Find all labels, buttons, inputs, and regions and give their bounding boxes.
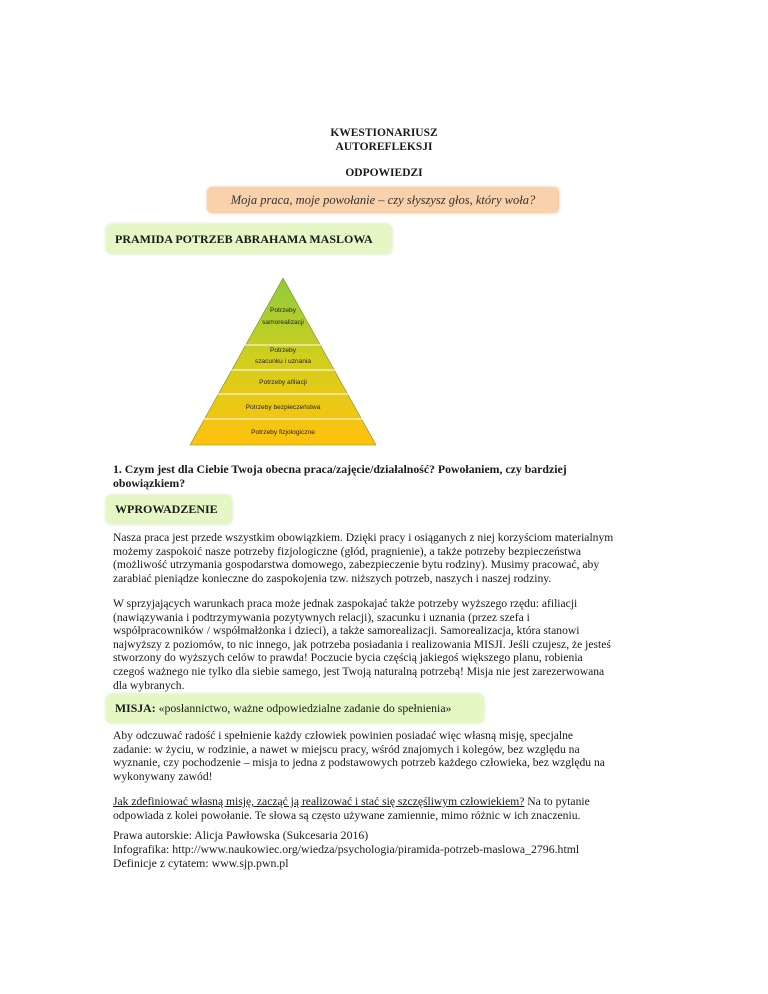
text-line: najwyższy z poziomów, to nic innego, jak potrzeba posiadania i realizowania MISJI. Jeśli czujesz, że jesteś bbox=[113, 637, 611, 651]
pyramid-level-2-line1: Potrzeby bbox=[269, 347, 297, 354]
intro-heading: WPROWADZENIE bbox=[115, 502, 218, 516]
credits-infographic-link[interactable]: Infografika: http://www.naukowiec.org/wiedza/psychologia/piramida-potrzeb-maslowa_2796.html bbox=[113, 842, 580, 857]
mission-heading-box bbox=[106, 694, 484, 723]
text-line: Nasza praca jest przede wszystkim obowiązkiem. Dzięki pracy i osiąganych z niej korzyściom materialnym bbox=[113, 531, 614, 544]
text-line: Aby odczuwać radość i spełnienie każdy człowiek powinien posiadać więc własną misję, specjalne bbox=[113, 729, 574, 742]
text-line: wykonywany zawód! bbox=[113, 769, 213, 783]
credits-author: Prawa autorskie: Alicja Pawłowska (Sukcesaria 2016) bbox=[113, 828, 369, 842]
mission-paragraph-1 bbox=[113, 729, 669, 783]
document-title-line1: KWESTIONARIUSZ bbox=[330, 127, 438, 139]
text-line: stworzony do wyższych celów to prawda! Poczucie bycia częścią jakiegoś większego planu, robienia bbox=[113, 651, 583, 665]
pyramid-level-1-line1: Potrzeby bbox=[269, 307, 297, 314]
pyramid-level-5: Potrzeby fizjologiczne bbox=[251, 429, 315, 436]
pyramid-level-1-line2: samorealizacji bbox=[262, 319, 304, 326]
text-line: (nawiązywania i podtrzymywania pozytywnych relacji), szacunku i uznania (przez szefa i bbox=[113, 610, 530, 624]
text-line: dla wybranych. bbox=[113, 678, 185, 692]
underlined-question: Jak zdefiniować własną misję, zacząć ją realizować i stać się szczęśliwym człowiekiem? bbox=[113, 795, 525, 808]
text-line: odpowiada z kolei powołanie. Te słowa są często używane zamiennie, mimo różnic w ich znaczeniu. bbox=[113, 808, 581, 822]
mission-paragraph-2 bbox=[113, 795, 669, 822]
pyramid-level-3: Potrzeby afiliacji bbox=[259, 379, 307, 386]
credits-definitions-link[interactable]: Definicje z cytatem: www.sjp.pwn.pl bbox=[113, 856, 289, 871]
mission-definition: «posłannictwo, ważne odpowiedzialne zadanie do spełnienia» bbox=[158, 701, 452, 715]
subtitle-text: Moja praca, moje powołanie – czy słyszysz głos, który woła? bbox=[230, 192, 536, 207]
document-title-line2: AUTOREFLEKSJI bbox=[335, 141, 433, 153]
text-line: możemy zaspokoić nasze potrzeby fizjologiczne (głód, pragnienie), a także potrzeby bezpieczeństwa bbox=[113, 544, 582, 558]
intro-heading-box bbox=[106, 495, 232, 524]
pyramid-heading: PRAMIDA POTRZEB ABRAHAMA MASLOWA bbox=[115, 231, 373, 246]
text-line: zarabiać pieniądze konieczne do zaspokojenia tzw. niższych potrzeb, naszych i naszej rodziny. bbox=[113, 571, 552, 585]
text-line bbox=[113, 795, 669, 809]
mission-label: MISJA: bbox=[115, 701, 156, 715]
text-line: wyznanie, czy pochodzenie – misja to jedna z podstawowych potrzeb każdego człowieka, bez względu na bbox=[113, 756, 605, 770]
subtitle-banner bbox=[207, 187, 559, 213]
pyramid-level-2-line2: szacunku i uznania bbox=[254, 358, 312, 365]
text-line: czegoś ważnego nie tylko dla siebie samego, jest Twoją naturalną potrzebą! Misja nie jest zarezerwowana bbox=[113, 664, 605, 678]
intro-paragraph-1 bbox=[113, 531, 669, 585]
pyramid-heading-box bbox=[106, 224, 392, 254]
question-line2: obowiązkiem? bbox=[113, 475, 186, 490]
text-line: współpracowników / współmałżonka i dzieci), a także samorealizacji. Samorealizacja, która stanowi bbox=[113, 624, 580, 638]
credits bbox=[113, 828, 669, 871]
text-line: (możliwość utrzymania gospodarstwa domowego, zabezpieczenie bytu rodziny). Musimy pracować, aby bbox=[113, 558, 600, 572]
maslow-pyramid bbox=[190, 278, 376, 446]
question-line1: 1. Czym jest dla Ciebie Twoja obecna praca/zajęcie/działalność? Powołaniem, czy bardziej bbox=[113, 462, 567, 476]
intro-paragraph-2 bbox=[113, 597, 669, 692]
text-line: zadanie: w życiu, w rodzinie, a nawet w miejscu pracy, wśród znajomych i kolegów, bez względu na bbox=[113, 742, 580, 756]
pyramid-level-4: Potrzeby bezpieczeństwa bbox=[245, 404, 321, 411]
answers-label: ODPOWIEDZI bbox=[345, 167, 423, 179]
text-fragment: Na to pytanie bbox=[524, 795, 590, 808]
question-1 bbox=[113, 463, 673, 490]
text-line: W sprzyjających warunkach praca może jednak zaspokajać także potrzeby wyższego rzędu: afiliacji bbox=[113, 597, 578, 610]
